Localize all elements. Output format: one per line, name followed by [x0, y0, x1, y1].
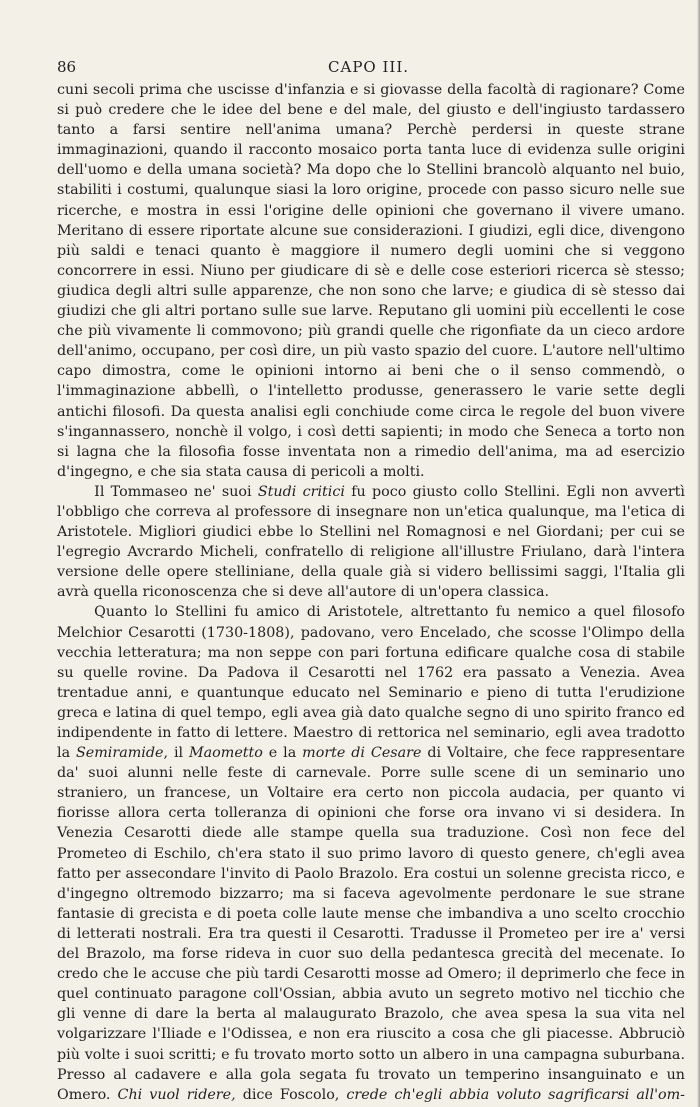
text-run: Quanto lo Stellini fu amico di Aristotele, altrettanto fu nemico a quel filosofo Melchior Cesarotti (1730-1808), padovano, vero Enceladо, che scosse l'Olimpo della vecchia letteratura; ma non seppe con pari fortuna edificare qualche cosa di stabile su quelle rovine. Da Padova il Cesarotti nel 1762 era passato a Venezia. Avea trentadue anni, e quantunque educato nel Seminario e pieno di tutta l'erudizione greca e latina di quel tempo, egli avea già dato qualche segno di uno spirito franco ed indipendente in fatto di lettere. Maestro di rettorica nel seminario, egli avea tradotto la — [57, 604, 685, 762]
running-header — [57, 58, 685, 76]
text-run: e la — [262, 745, 303, 762]
text-run: , il — [163, 745, 189, 762]
paragraph-3 — [57, 602, 685, 1104]
italic-text-run: morte di Cesare — [302, 745, 422, 762]
text-run: di Voltaire, che fece rappresentare da' suoi alunni nelle feste di carnevale. Porre sulle scene di un seminario uno straniero, un francese, un Voltaire era certo non piccola audacia, per quanto vi fiorisse allora certa tolleranza di opinioni che forse ora invano vi si desidera. In Venezia Cesarotti diede alle stampe quella sua traduzione. Così non fece del Prometeo di Eschilo, ch'era stato il suo primo lavoro di questo genere, ch'egli avea fatto per assecondare l'invito di Paolo Brazolo. Era costui un solenne grecista ricco, e d'ingegno oltremodo bizzarro; ma si faceva agevolmente perdonare le sue strane fantasie di grecista e di poeta colle laute mense che imbandiva a uno scelto crocchio di letterati nostrali. Era tra questi il Cesarotti. Tradusse il Prometeo per ire a' versi del Brazolo, ma forse rideva in cuor suo della pedantesca grecità del mecenate. Io credo che le accuse che più tardi Cesarotti mosse ad Omero; il deprimerlo che fece in quel continuato paragone coll'Ossian, abbia avuto un segreto motivo nel ticchio che gli venne di dare la berta al malaugurato Brazolo, che avea spesa la sua vita nel volgarizzare l'Iliade e l'Odissea, e non era riuscito a cosa che gli piacesse. Abbruciò più volte i suoi scritti; e fu trovato morto sotto un albero in una campagna suburbana. Presso al cadavere e alla gola segata fu trovato un temperino insanguinato e un Omero. — [57, 745, 685, 1103]
text-run: dice Foscolo, — [235, 1086, 347, 1103]
text-run: Il Tommaseo ne' suoi — [94, 483, 258, 500]
italic-text-run: crede ch'egli abbia voluto sagrificarsi all'om- — [346, 1086, 685, 1103]
page-number: 86 — [57, 58, 77, 76]
italic-text-run: Chi vuol ridere, — [117, 1086, 236, 1103]
italic-text-run: Semiramide — [76, 745, 164, 762]
italic-text-run: Maometto — [189, 745, 263, 762]
page — [57, 58, 685, 1105]
body-text — [57, 80, 685, 1105]
text-run: fu poco giusto collo Stellini. Egli non avvertì l'obbligo che correva al professore di insegnare non un'etica qualunque, ma l'etica di Aristotele. Migliori giudici ebbe lo Stellini nel Romagnosi e nel Giordani; per cui se l'egregio Avcrardo Micheli, confratello di religione all'illustre Friulano, darà l'intera versione delle opere stelliniane, della quale già si videro bellissimi saggi, l'Italia gli avrà quella riconoscenza che si deve all'autore di un'opera classica. — [57, 483, 685, 601]
text-run: cuni secoli prima che uscisse d'infanzia e si giovasse della facoltà di ragionare? Come si può credere che le idee del bene e del male, del giusto e dell'ingiusto tardassero tanto a farsi sentire nell'anima umana? Perchè perdersi in queste strane immaginazioni, quando il racconto mosaico porta tanta luce di evidenza sulle origini dell'uomo e della umana società? Ma dopo che lo Stellini brancolò alquanto nel buio, stabiliti i costumi, qualunque siasi la loro origine, procede con passo sicuro nelle sue ricerche, e mostra in essi l'origine delle opinioni che governano il vivere umano. Meritano di essere riportate alcune sue considerazioni. I giudizi, egli dice, divengono più saldi e tenaci quanto è maggiore il numero degli uomini che si veggono concorrere in essi. Niuno per giudicare di sè e delle cose esteriori ricerca sè stesso; giudica degli altri sulle apparenze, che non sono che larve; e giudica di sè stesso dai giudizi che gli altri portano sulle sue larve. Reputano gli uomini più eccellenti le cose che più vivamente li commovono; più grandi quelle che rigonfiate da un cieco ardore dell'animo, occupano, per così dire, un più vasto spazio del cuore. L'autore nell'ultimo capo dimostra, come le opinioni intorno ai beni che o il senso commendò, o l'immaginazione abbellì, o l'intelletto produsse, generassero le varie sette degli antichi filosofi. Da questa analisi egli conchiude come circa le regole del buon vivere s'ingannassero, nonchè il volgo, i così detti sapienti; in modo che Seneca a torto non si lagna che la filosofia fosse inventata non a rimedio dell'anima, ma ad esercizio d'ingegno, e che sia stata causa di pericoli a molti. — [57, 82, 685, 480]
paragraph-2 — [57, 482, 685, 603]
chapter-heading: CAPO III. — [328, 58, 410, 76]
paragraph-1 — [57, 80, 685, 482]
italic-text-run: Studi critici — [257, 483, 345, 500]
